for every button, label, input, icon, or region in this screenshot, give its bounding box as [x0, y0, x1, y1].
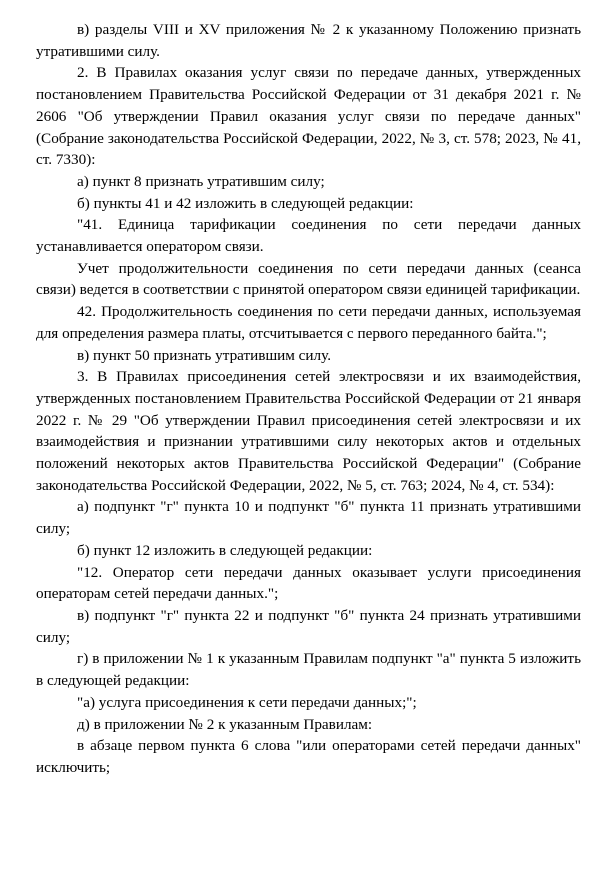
- paragraph-5: "41. Единица тарификации соединения по сети передачи данных устанавливается оператором связи.: [36, 216, 581, 256]
- paragraph-15: "а) услуга присоединения к сети передачи данных;";: [77, 693, 417, 711]
- paragraph-8: в) пункт 50 признать утратившим силу.: [77, 346, 331, 364]
- paragraph-14: г) в приложении № 1 к указанным Правилам подпункт "а" пункта 5 изложить в следующей редакции:: [36, 650, 581, 690]
- paragraph-12: "12. Оператор сети передачи данных оказывает услуги присоединения операторам сетей передачи данных.";: [36, 563, 581, 603]
- paragraph-2: 2. В Правилах оказания услуг связи по передаче данных, утвержденных постановлением Правительства Российской Федерации от 31 декабря 2021 г. № 2606 "Об утверждении Правил оказания услуг связи по передаче данных" (Собрание законодательства Российской Федерации, 2022, № 3, ст. 578; 2023, № 41, ст. 7330):: [36, 64, 581, 169]
- paragraph-17: в абзаце первом пункта 6 слова "или операторами сетей передачи данных" исключить;: [36, 737, 581, 776]
- paragraph-3: а) пункт 8 признать утратившим силу;: [77, 172, 325, 190]
- paragraph-11: б) пункт 12 изложить в следующей редакции:: [77, 541, 373, 559]
- paragraph-7: 42. Продолжительность соединения по сети передачи данных, используемая для определения размера платы, отсчитывается с первого переданного байта.";: [36, 303, 581, 342]
- paragraph-10: а) подпункт "г" пункта 10 и подпункт "б" пункта 11 признать утратившими силу;: [36, 498, 581, 538]
- paragraph-1: в) разделы VIII и XV приложения № 2 к указанному Положению признать утратившими силу.: [36, 21, 581, 60]
- paragraph-13: в) подпункт "г" пункта 22 и подпункт "б" пункта 24 признать утратившими силу;: [36, 606, 581, 646]
- paragraph-16: д) в приложении № 2 к указанным Правилам:: [77, 715, 373, 733]
- paragraph-4: б) пункты 41 и 42 изложить в следующей редакции:: [77, 194, 414, 212]
- paragraph-9: 3. В Правилах присоединения сетей электросвязи и их взаимодействия, утвержденных постановлением Правительства Российской Федерации от 21 января 2022 г. № 29 "Об утверждении Правил присоединения сетей электросвязи и их взаимодействия и признании утратившими силу некоторых актов и отдельных положений некоторых актов Правительства Российской Федерации" (Собрание законодательства Российской Федерации, 2022, № 5, ст. 763; 2024, № 4, ст. 534):: [36, 368, 581, 494]
- paragraph-6: Учет продолжительности соединения по сети передачи данных (сеанса связи) ведется в соответствии с принятой оператором связи единицей тарификации.: [36, 259, 581, 299]
